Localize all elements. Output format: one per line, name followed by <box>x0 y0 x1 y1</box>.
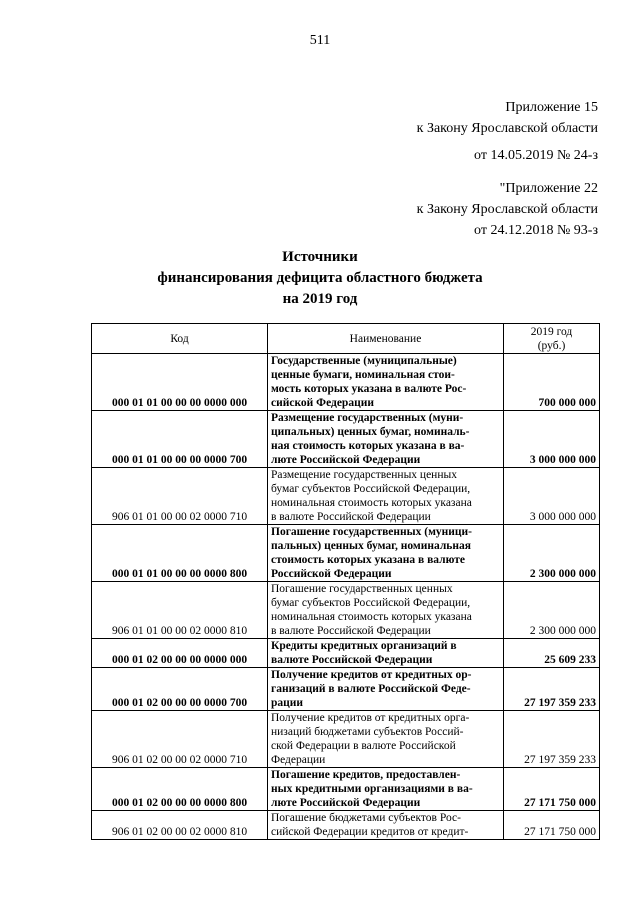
row-code: 000 01 01 00 00 00 0000 800 <box>92 525 268 582</box>
row-name-line: Размещение государственных (муни- <box>271 412 464 424</box>
document-title <box>0 247 640 310</box>
row-name <box>268 768 504 811</box>
row-name-line: низаций бюджетами субъектов Россий- <box>271 726 464 738</box>
table-row <box>92 411 600 468</box>
table-row <box>92 811 600 840</box>
row-name-line: Российской Федерации <box>271 568 392 580</box>
row-name-line: Погашение государственных ценных <box>271 583 453 595</box>
row-code: 906 01 01 00 00 02 0000 810 <box>92 582 268 639</box>
table-row <box>92 668 600 711</box>
row-amount: 27 171 750 000 <box>504 811 600 840</box>
row-code: 906 01 02 00 00 02 0000 710 <box>92 711 268 768</box>
title-line: финансирования дефицита областного бюджета <box>157 270 483 286</box>
row-name <box>268 354 504 411</box>
table-row <box>92 768 600 811</box>
header-amount-unit: (руб.) <box>537 339 566 352</box>
row-name-line: сийской Федерации кредитов от кредит- <box>271 826 469 838</box>
row-amount: 27 197 359 233 <box>504 711 600 768</box>
row-name-line: Погашение кредитов, предоставлен- <box>271 769 461 781</box>
row-amount: 2 300 000 000 <box>504 525 600 582</box>
row-name-line: бумаг субъектов Российской Федерации, <box>271 483 471 495</box>
row-name-line: ных кредитными организациями в ва- <box>271 783 473 795</box>
appendix-number: Приложение 15 <box>505 100 598 115</box>
row-amount: 700 000 000 <box>504 354 600 411</box>
row-name-line: в валюте Российской Федерации <box>271 511 431 523</box>
prior-appendix-law: к Закону Ярославской области <box>416 202 598 217</box>
row-name-line: рации <box>271 697 304 709</box>
table-row <box>92 711 600 768</box>
row-name-line: стоимость которых указана в валюте <box>271 554 466 566</box>
row-name-line: ценные бумаги, номинальная стои- <box>271 369 455 381</box>
table-body <box>92 354 600 840</box>
row-amount: 3 000 000 000 <box>504 411 600 468</box>
table-row <box>92 525 600 582</box>
header-name: Наименование <box>268 324 504 354</box>
table-row <box>92 354 600 411</box>
page-number: 511 <box>309 33 331 48</box>
row-name <box>268 468 504 525</box>
row-code: 000 01 02 00 00 00 0000 800 <box>92 768 268 811</box>
prior-appendix-date: от 24.12.2018 № 93-з <box>474 223 598 238</box>
row-amount: 27 171 750 000 <box>504 768 600 811</box>
row-name-line: Федерации <box>271 754 326 766</box>
row-name-line: валюте Российской Федерации <box>271 654 433 666</box>
row-code: 906 01 02 00 00 02 0000 810 <box>92 811 268 840</box>
table-row <box>92 468 600 525</box>
row-code: 000 01 02 00 00 00 0000 700 <box>92 668 268 711</box>
row-name-line: ской Федерации в валюте Российской <box>271 740 456 752</box>
row-amount: 27 197 359 233 <box>504 668 600 711</box>
row-name <box>268 525 504 582</box>
row-code: 000 01 01 00 00 00 0000 000 <box>92 354 268 411</box>
row-name-line: ганизаций в валюте Российской Феде- <box>271 683 471 695</box>
row-name-line: бумаг субъектов Российской Федерации, <box>271 597 471 609</box>
table-row <box>92 582 600 639</box>
row-name <box>268 639 504 668</box>
row-name-line: Получение кредитов от кредитных ор- <box>271 669 472 681</box>
row-name-line: сийской Федерации <box>271 397 374 409</box>
row-name-line: люте Российской Федерации <box>271 454 421 466</box>
row-name-line: ная стоимость которых указана в ва- <box>271 440 465 452</box>
row-name-line: Кредиты кредитных организаций в <box>271 640 457 652</box>
row-name <box>268 711 504 768</box>
title-line: на 2019 год <box>282 291 358 307</box>
financing-sources-table <box>91 323 600 840</box>
row-amount: 25 609 233 <box>504 639 600 668</box>
appendix-date: от 14.05.2019 № 24-з <box>474 148 598 163</box>
row-amount: 2 300 000 000 <box>504 582 600 639</box>
table-row <box>92 639 600 668</box>
appendix-law: к Закону Ярославской области <box>416 121 598 136</box>
row-amount: 3 000 000 000 <box>504 468 600 525</box>
title-line: Источники <box>282 249 358 265</box>
prior-appendix-reference <box>417 178 598 241</box>
row-code: 000 01 02 00 00 00 0000 000 <box>92 639 268 668</box>
row-name-line: Размещение государственных ценных <box>271 469 457 481</box>
row-name-line: номинальная стоимость которых указана <box>271 611 472 623</box>
header-amount <box>504 324 600 354</box>
row-name-line: Получение кредитов от кредитных орга- <box>271 712 470 724</box>
row-name-line: в валюте Российской Федерации <box>271 625 431 637</box>
table-header-row <box>92 324 600 354</box>
row-name <box>268 411 504 468</box>
row-name-line: Государственные (муниципальные) <box>271 355 457 367</box>
row-code: 000 01 01 00 00 00 0000 700 <box>92 411 268 468</box>
appendix-reference <box>417 97 598 166</box>
row-name <box>268 582 504 639</box>
prior-appendix-number: "Приложение 22 <box>499 181 598 196</box>
row-name-line: люте Российской Федерации <box>271 797 421 809</box>
row-name <box>268 811 504 840</box>
row-name-line: Погашение государственных (муници- <box>271 526 473 538</box>
header-code: Код <box>92 324 268 354</box>
row-name-line: номинальная стоимость которых указана <box>271 497 472 509</box>
row-code: 906 01 01 00 00 02 0000 710 <box>92 468 268 525</box>
row-name-line: пальных) ценных бумаг, номинальная <box>271 540 471 552</box>
row-name-line: мость которых указана в валюте Рос- <box>271 383 467 395</box>
row-name <box>268 668 504 711</box>
row-name-line: Погашение бюджетами субъектов Рос- <box>271 812 461 824</box>
row-name-line: ципальных) ценных бумаг, номиналь- <box>271 426 470 438</box>
header-amount-year: 2019 год <box>530 325 573 338</box>
